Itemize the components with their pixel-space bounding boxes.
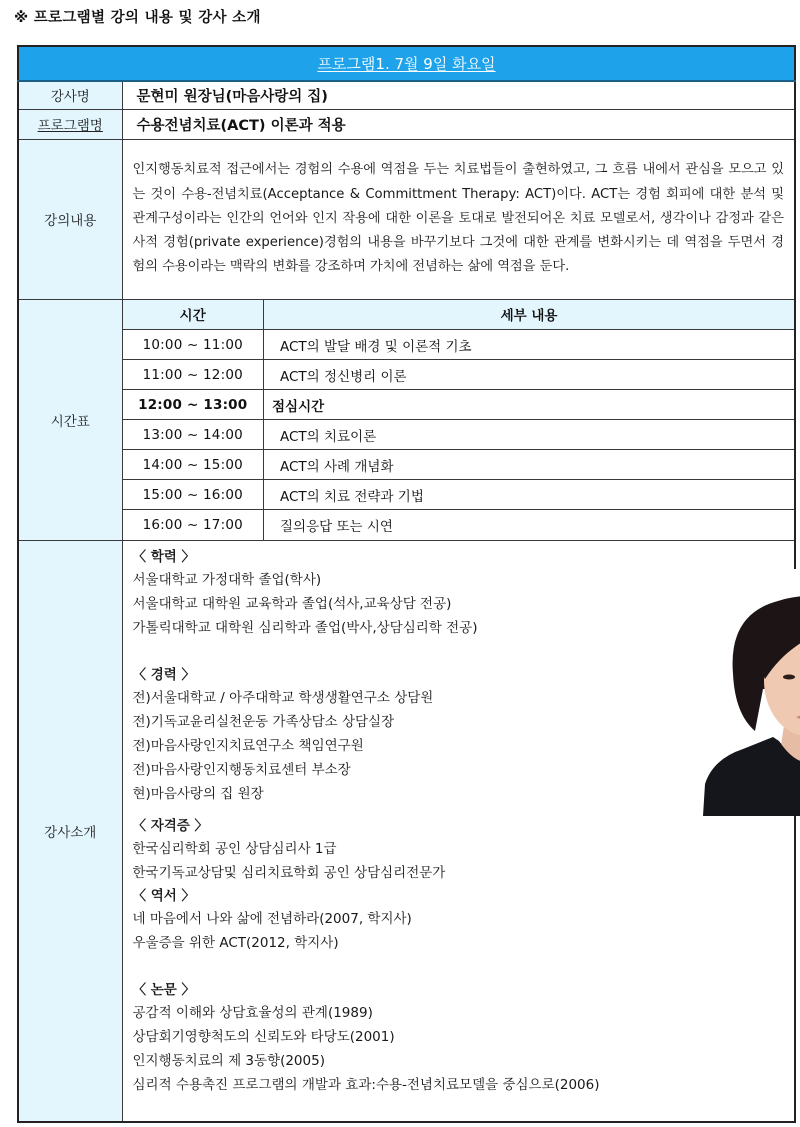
schedule-row	[123, 330, 795, 360]
certificate-item: 한국심리학회 공인 상담심리사 1급	[132, 840, 337, 857]
intro-text	[133, 546, 600, 1097]
schedule-cell	[122, 299, 795, 540]
paper-item: 심리적 수용촉진 프로그램의 개발과 효과:수용-전념치료모델을 중심으로(2006)	[132, 1076, 600, 1093]
portrait-icon	[703, 569, 800, 816]
program-header	[18, 46, 795, 81]
intro-label: 강사소개	[18, 540, 122, 1122]
schedule-header-content: 세부 내용	[264, 300, 795, 330]
schedule-header-row	[123, 300, 795, 330]
program-name-label	[18, 109, 122, 139]
paper-item: 인지행동치료의 제 3동향(2005)	[132, 1052, 325, 1069]
schedule-row	[123, 480, 795, 510]
schedule-content: ACT의 치료 전략과 기법	[264, 480, 795, 510]
career-title: 〈 경력 〉	[132, 666, 195, 683]
instructor-value: 문현미 원장님(마음사랑의 집)	[122, 81, 795, 109]
lecture-content: 인지행동치료적 접근에서는 경험의 수용에 역점을 두는 치료법들이 출현하였고, 그 흐름 내에서 관심을 모으고 있는 것이 수용-전념치료(Acceptance & Committment Therapy: ACT)이다. ACT는 경험 회피에 대한 분석 및 관계구성이라는 인간의 언어와 인지 작용에 대한 이론을 토대로 발전되어온 치료 모델로서, 생각이나 감정과 같은 사적 경험(private experience)경험의 내용을 바꾸기보다 그것에 대한 관계를 변화시키는 데 역점을 두면서 경험의 수용이라는 맥락의 변화를 강조하며 가치에 전념하는 삶에 역점을 둔다.	[122, 139, 795, 299]
career-item: 현)마음사랑의 집 원장	[132, 785, 264, 802]
schedule-content: 점심시간	[264, 390, 795, 420]
schedule-table	[123, 300, 795, 540]
schedule-header-time: 시간	[123, 300, 264, 330]
program-table	[17, 45, 796, 1123]
schedule-row	[123, 420, 795, 450]
career-item: 전)마음사랑인지행동치료센터 부소장	[132, 761, 351, 778]
career-item: 전)마음사랑인지치료연구소 책임연구원	[132, 737, 364, 754]
instructor-photo	[703, 569, 800, 816]
paper-item: 상담회기영향척도의 신뢰도와 타당도(2001)	[132, 1028, 395, 1045]
schedule-time: 12:00 ~ 13:00	[123, 390, 264, 420]
schedule-content: ACT의 정신병리 이론	[264, 360, 795, 390]
translation-item: 우울증을 위한 ACT(2012, 학지사)	[132, 934, 339, 951]
schedule-time: 13:00 ~ 14:00	[123, 420, 264, 450]
schedule-content: ACT의 사례 개념화	[264, 450, 795, 480]
career-item: 전)기독교윤리실천운동 가족상담소 상담실장	[132, 713, 395, 730]
papers-title: 〈 논문 〉	[132, 981, 195, 998]
education-title: 〈 학력 〉	[132, 548, 195, 565]
schedule-content: ACT의 발달 배경 및 이론적 기초	[264, 330, 795, 360]
lecture-label: 강의내용	[18, 139, 122, 299]
schedule-content: 질의응답 또는 시연	[264, 510, 795, 540]
translations-title: 〈 역서 〉	[132, 887, 195, 904]
program-header-text: 프로그램1. 7월 9일 화요일	[317, 55, 496, 73]
instructor-label: 강사명	[18, 81, 122, 109]
program-name-label-text: 프로그램명	[37, 118, 103, 134]
schedule-row	[123, 510, 795, 540]
career-item: 전)서울대학교 / 아주대학교 학생생활연구소 상담원	[132, 689, 434, 706]
schedule-row	[123, 360, 795, 390]
paper-item: 공감적 이해와 상담효율성의 관계(1989)	[132, 1004, 373, 1021]
schedule-time: 10:00 ~ 11:00	[123, 330, 264, 360]
schedule-time: 14:00 ~ 15:00	[123, 450, 264, 480]
schedule-time: 15:00 ~ 16:00	[123, 480, 264, 510]
instructor-intro	[122, 540, 795, 1122]
program-name-value: 수용전념치료(ACT) 이론과 적용	[122, 109, 795, 139]
schedule-row-lunch	[123, 390, 795, 420]
education-item: 서울대학교 가정대학 졸업(학사)	[132, 571, 322, 588]
education-item: 가톨릭대학교 대학원 심리학과 졸업(박사,상담심리학 전공)	[132, 619, 478, 636]
education-item: 서울대학교 대학원 교육학과 졸업(석사,교육상담 전공)	[132, 595, 452, 612]
certificates-title: 〈 자격증 〉	[132, 817, 209, 834]
translation-item: 네 마음에서 나와 삶에 전념하라(2007, 학지사)	[132, 910, 412, 927]
schedule-row	[123, 450, 795, 480]
schedule-time: 16:00 ~ 17:00	[123, 510, 264, 540]
schedule-time: 11:00 ~ 12:00	[123, 360, 264, 390]
certificate-item: 한국기독교상담및 심리치료학회 공인 상담심리전문가	[132, 864, 446, 881]
page-title: ※ 프로그램별 강의 내용 및 강사 소개	[14, 10, 261, 26]
schedule-content: ACT의 치료이론	[264, 420, 795, 450]
schedule-label: 시간표	[18, 299, 122, 540]
